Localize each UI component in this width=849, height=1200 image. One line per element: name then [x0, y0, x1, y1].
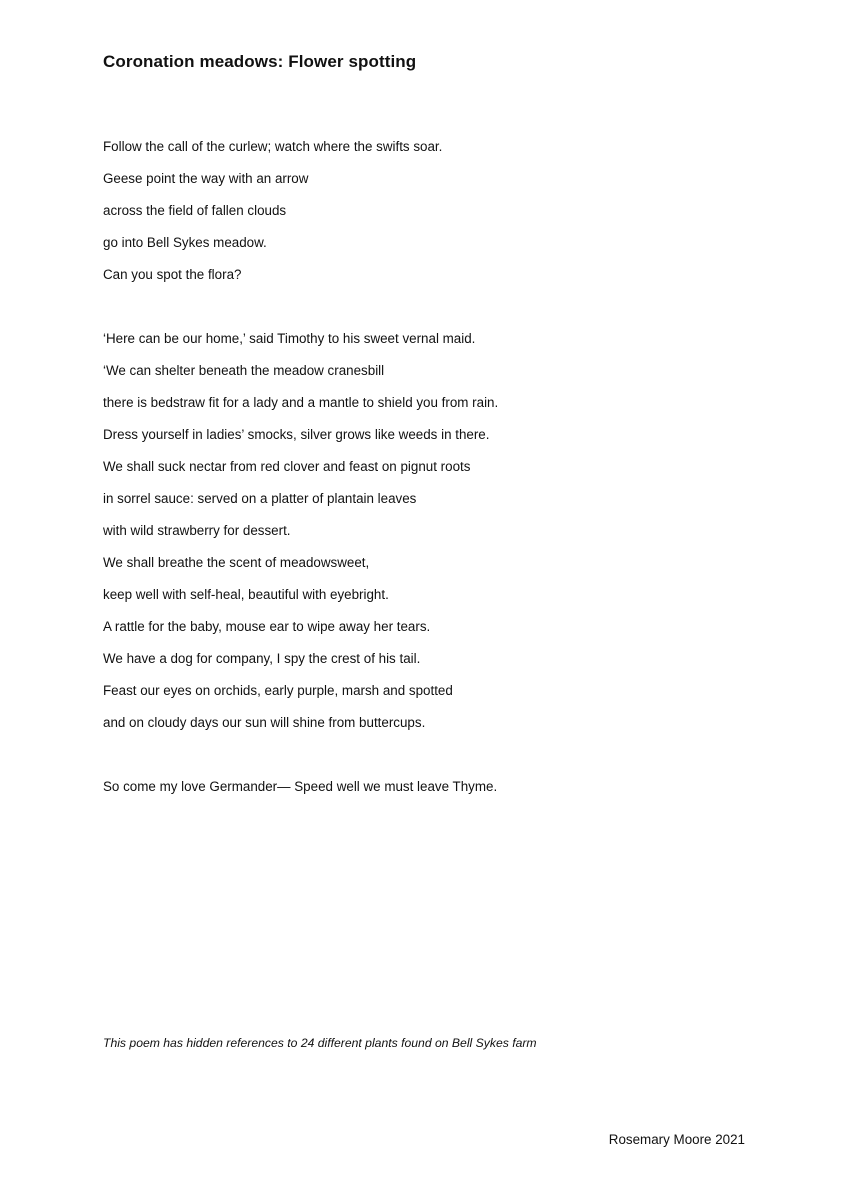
poem-line: go into Bell Sykes meadow.	[103, 235, 267, 250]
poem-line: with wild strawberry for dessert.	[103, 523, 291, 538]
poem-line: in sorrel sauce: served on a platter of plantain leaves	[103, 491, 417, 506]
poem-line: and on cloudy days our sun will shine from buttercups.	[103, 715, 426, 730]
author-credit: Rosemary Moore 2021	[608, 1132, 745, 1147]
poem-line: Feast our eyes on orchids, early purple, marsh and spotted	[103, 683, 453, 698]
poem-line: Can you spot the flora?	[103, 267, 242, 282]
poem-line: A rattle for the baby, mouse ear to wipe away her tears.	[103, 619, 431, 634]
poem-line: ‘Here can be our home,’ said Timothy to his sweet vernal maid.	[103, 331, 476, 346]
poem-line: keep well with self-heal, beautiful with eyebright.	[103, 587, 389, 602]
poem-line: across the field of fallen clouds	[103, 203, 287, 218]
poem-line: We have a dog for company, I spy the crest of his tail.	[103, 651, 421, 666]
poem-line: Follow the call of the curlew; watch where the swifts soar.	[103, 139, 443, 154]
page-title: Coronation meadows: Flower spotting	[103, 52, 417, 71]
poem-line: We shall breathe the scent of meadowsweet,	[103, 555, 370, 570]
poem-line: Geese point the way with an arrow	[103, 171, 309, 186]
poem-line: ‘We can shelter beneath the meadow cranesbill	[103, 363, 385, 378]
poem-closing-line: So come my love Germander— Speed well we must leave Thyme.	[103, 779, 498, 794]
poem-line: there is bedstraw fit for a lady and a mantle to shield you from rain.	[103, 395, 499, 410]
poem-line: Dress yourself in ladies’ smocks, silver grows like weeds in there.	[103, 427, 490, 442]
poem-line: We shall suck nectar from red clover and feast on pignut roots	[103, 459, 471, 474]
footnote: This poem has hidden references to 24 different plants found on Bell Sykes farm	[103, 1036, 537, 1050]
